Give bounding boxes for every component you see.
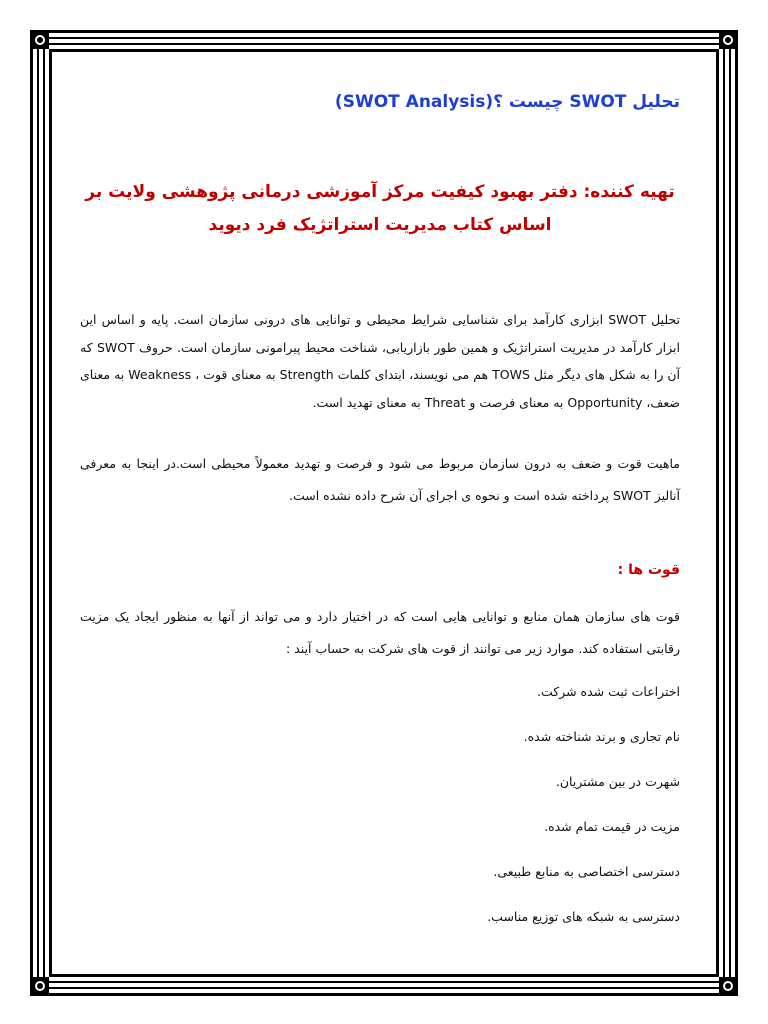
intro-paragraph: تحلیل SWOT ابزاری کارآمد برای شناسایی شرایط محیطی و توانایی های درونی سازمان است. پایه و اساس این ابزار کارآمد در مدیریت استراتژیک و همین طور بازاریابی، شناخت محیط پیرامونی سازمان است. حروف SWOT که آن را به شکل های دیگر مثل TOWS هم می نویسند، ابتدای کلمات Strength به معنای قوت ، Weakness به معنای ضعف، Opportunity به معنای فرصت و Threat به معنای تهدید است. xyxy=(80,312,681,410)
list-item: اختراعات ثبت شده شرکت. xyxy=(537,684,680,699)
strengths-paragraph: قوت های سازمان همان منابع و توانایی هایی است که در اختیار دارد و می تواند از آنها به منظور ایجاد یک مزیت رقابتی استفاده کند. موارد زیر می توانند از قوت های شرکت به حساب آیند : xyxy=(80,609,680,656)
prepared-by: تهیه کننده: دفتر بهبود کیفیت مرکز آموزشی درمانی پژوهشی ولایت بر اساس کتاب مدیریت استراتژیک فرد دیوید xyxy=(85,182,675,235)
document-content xyxy=(80,60,680,960)
corner-ornament-bottom-right xyxy=(719,977,737,995)
list-item: مزیت در قیمت تمام شده. xyxy=(544,819,680,834)
list-item: دسترسی اختصاصی به منابع طبیعی. xyxy=(493,864,680,879)
strengths-heading: قوت ها : xyxy=(617,562,680,578)
second-paragraph: ماهیت قوت و ضعف به درون سازمان مربوط می شود و فرصت و تهدید معمولاً محیطی است.در اینجا به معرفی آنالیز SWOT پرداخته شده است و نحوه ی اجرای آن شرح داده نشده است. xyxy=(80,456,680,503)
corner-ornament-top-right xyxy=(719,31,737,49)
document-title: تحلیل SWOT چیست ؟(SWOT Analysis) xyxy=(334,92,680,112)
list-item: نام تجاری و برند شناخته شده. xyxy=(523,729,680,744)
corner-ornament-top-left xyxy=(31,31,49,49)
strengths-list xyxy=(80,680,680,950)
list-item: شهرت در بین مشتریان. xyxy=(555,774,680,789)
list-item: دسترسی به شبکه های توزیع مناسب. xyxy=(487,909,680,924)
corner-ornament-bottom-left xyxy=(31,977,49,995)
